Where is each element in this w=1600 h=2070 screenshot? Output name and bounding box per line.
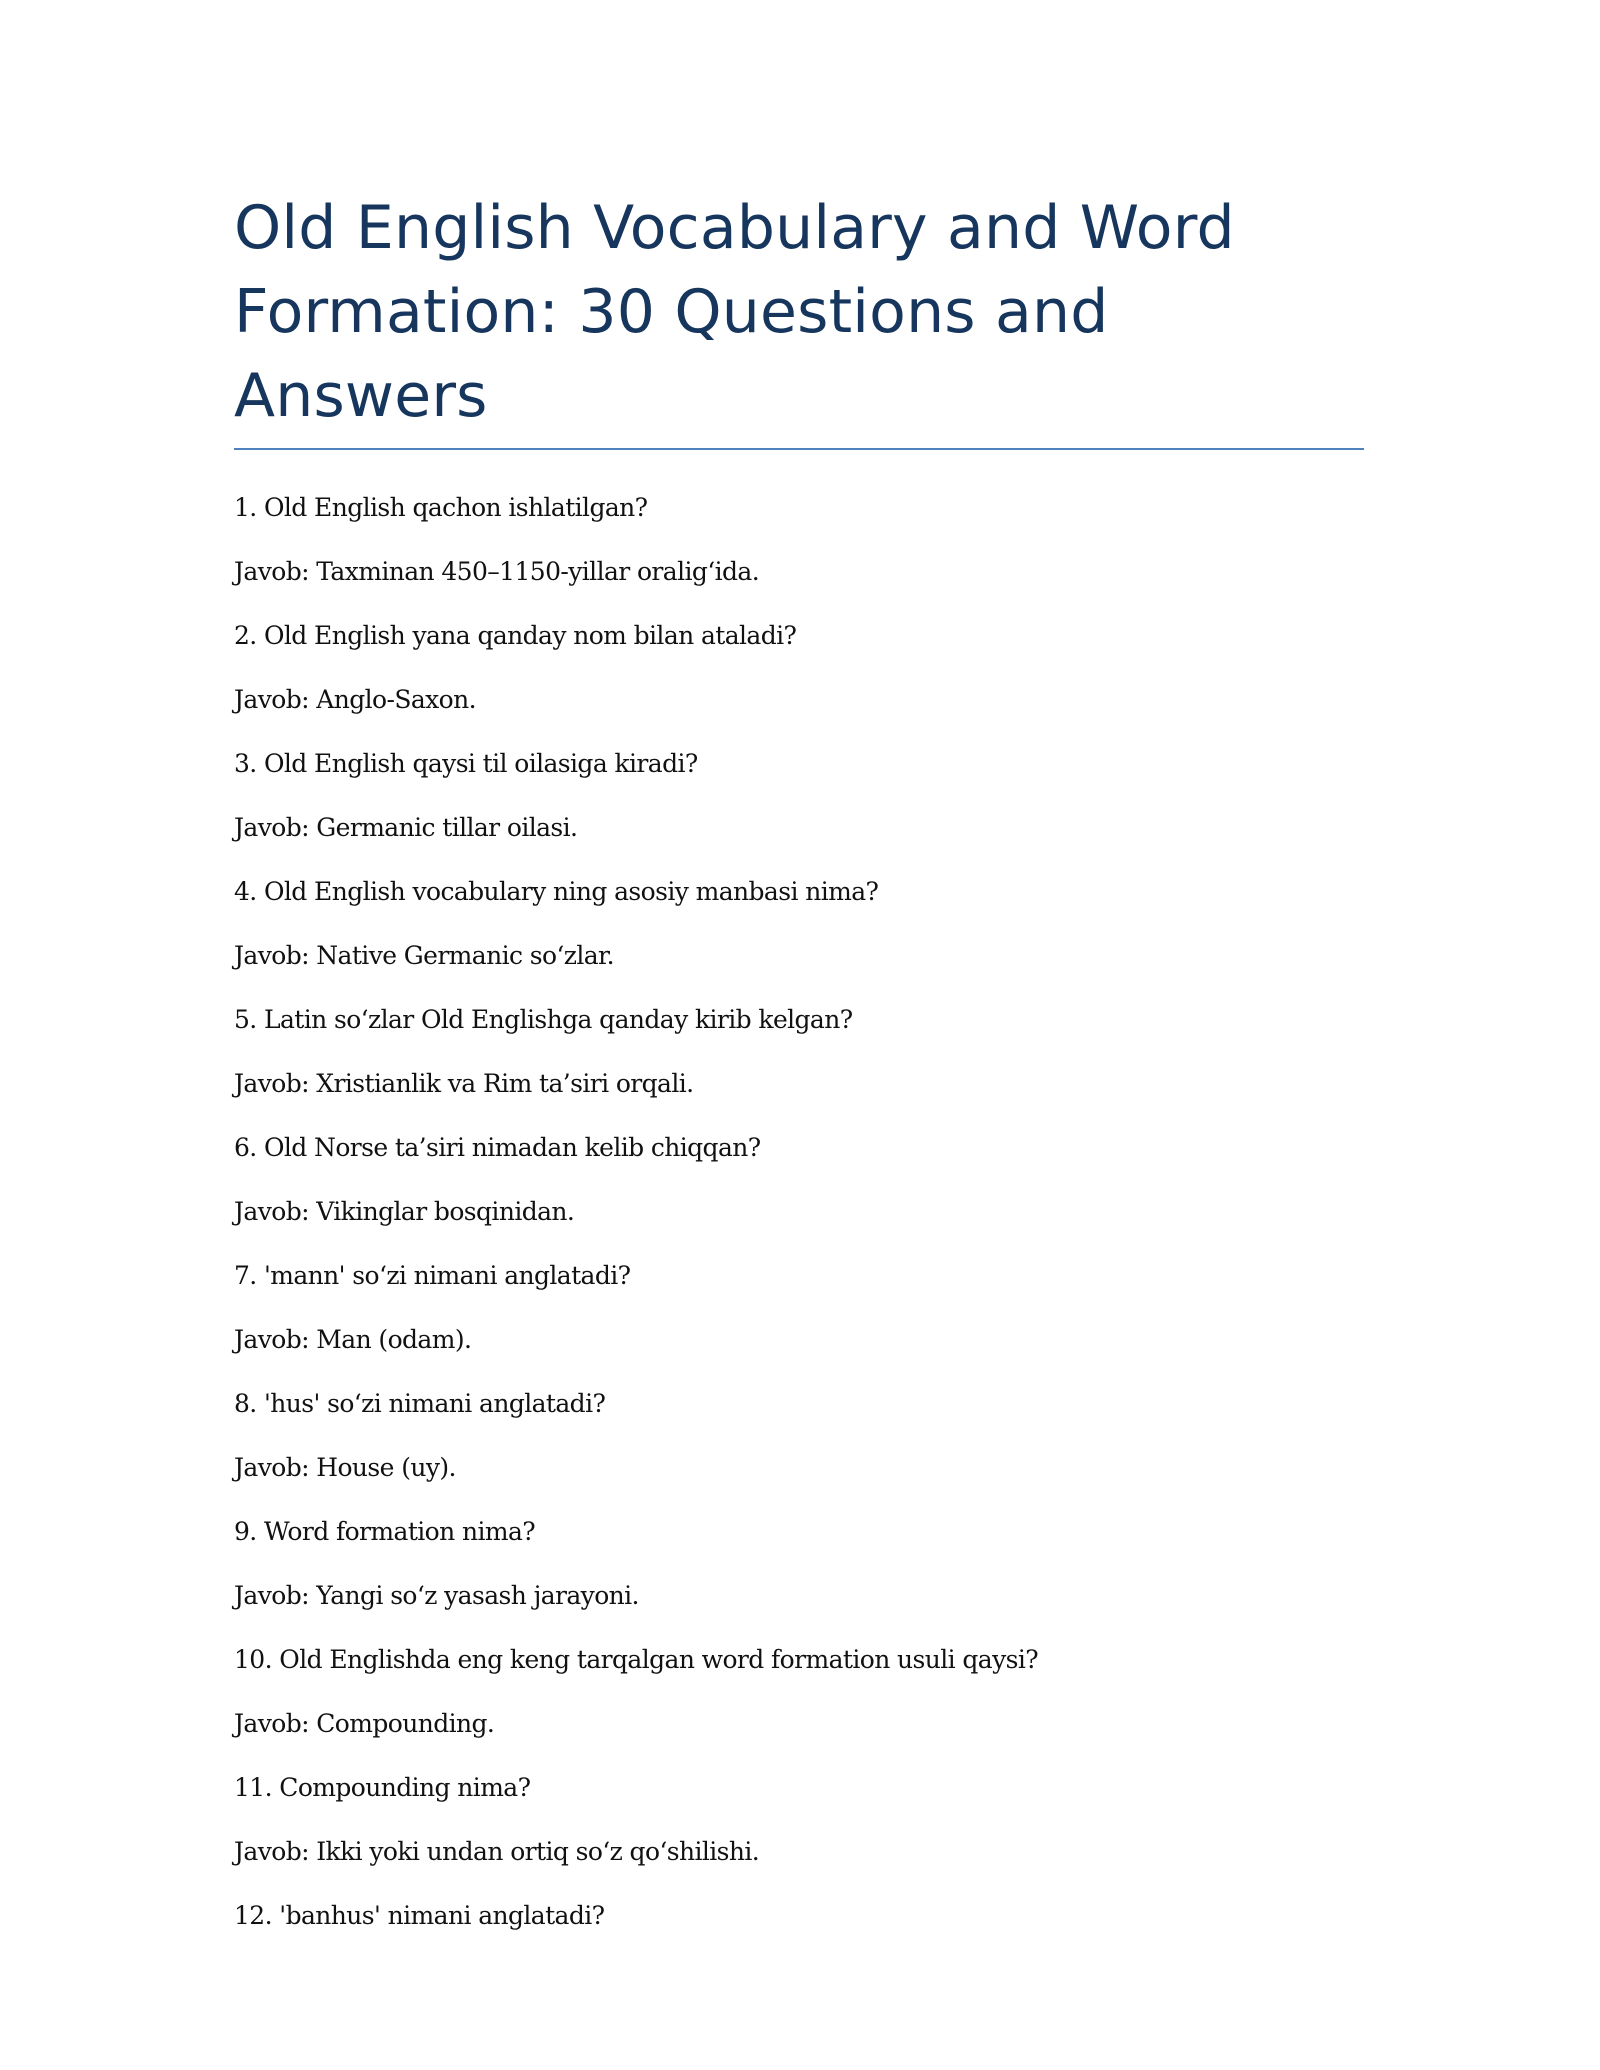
answer-7: Javob: Man (odam). — [234, 1325, 472, 1354]
answer-3: Javob: Germanic tillar oilasi. — [234, 813, 578, 842]
answer-8: Javob: House (uy). — [234, 1453, 456, 1482]
question-9: 9. Word formation nima? — [234, 1517, 536, 1546]
answer-1: Javob: Taxminan 450–1150-yillar oralig‘ida. — [234, 557, 760, 586]
question-6: 6. Old Norse ta’siri nimadan kelib chiqqan? — [234, 1133, 761, 1162]
question-5: 5. Latin so‘zlar Old Englishga qanday kirib kelgan? — [234, 1005, 853, 1034]
question-3: 3. Old English qaysi til oilasiga kiradi? — [234, 749, 698, 778]
document-title — [234, 186, 1364, 438]
question-10: 10. Old Englishda eng keng tarqalgan word formation usuli qaysi? — [234, 1645, 1039, 1674]
answer-2: Javob: Anglo-Saxon. — [234, 685, 476, 714]
answer-6: Javob: Vikinglar bosqinidan. — [234, 1197, 575, 1226]
question-7: 7. 'mann' so‘zi nimani anglatadi? — [234, 1261, 631, 1290]
question-2: 2. Old English yana qanday nom bilan ataladi? — [234, 621, 797, 650]
answer-5: Javob: Xristianlik va Rim ta’siri orqali. — [234, 1069, 694, 1098]
question-12: 12. 'banhus' nimani anglatadi? — [234, 1901, 605, 1930]
document-content — [234, 186, 1364, 1948]
question-11: 11. Compounding nima? — [234, 1773, 531, 1802]
answer-11: Javob: Ikki yoki undan ortiq so‘z qo‘shilishi. — [234, 1837, 760, 1866]
question-1: 1. Old English qachon ishlatilgan? — [234, 493, 648, 522]
question-8: 8. 'hus' so‘zi nimani anglatadi? — [234, 1389, 606, 1418]
answer-9: Javob: Yangi so‘z yasash jarayoni. — [234, 1581, 639, 1610]
answer-4: Javob: Native Germanic so‘zlar. — [234, 941, 614, 970]
title-line-1: Old English Vocabulary and Word — [234, 193, 1235, 263]
qa-list — [234, 476, 1364, 1948]
title-line-2: Formation: 30 Questions and Answers — [234, 277, 1109, 431]
title-underline — [234, 448, 1364, 450]
answer-10: Javob: Compounding. — [234, 1709, 495, 1738]
question-4: 4. Old English vocabulary ning asosiy manbasi nima? — [234, 877, 879, 906]
